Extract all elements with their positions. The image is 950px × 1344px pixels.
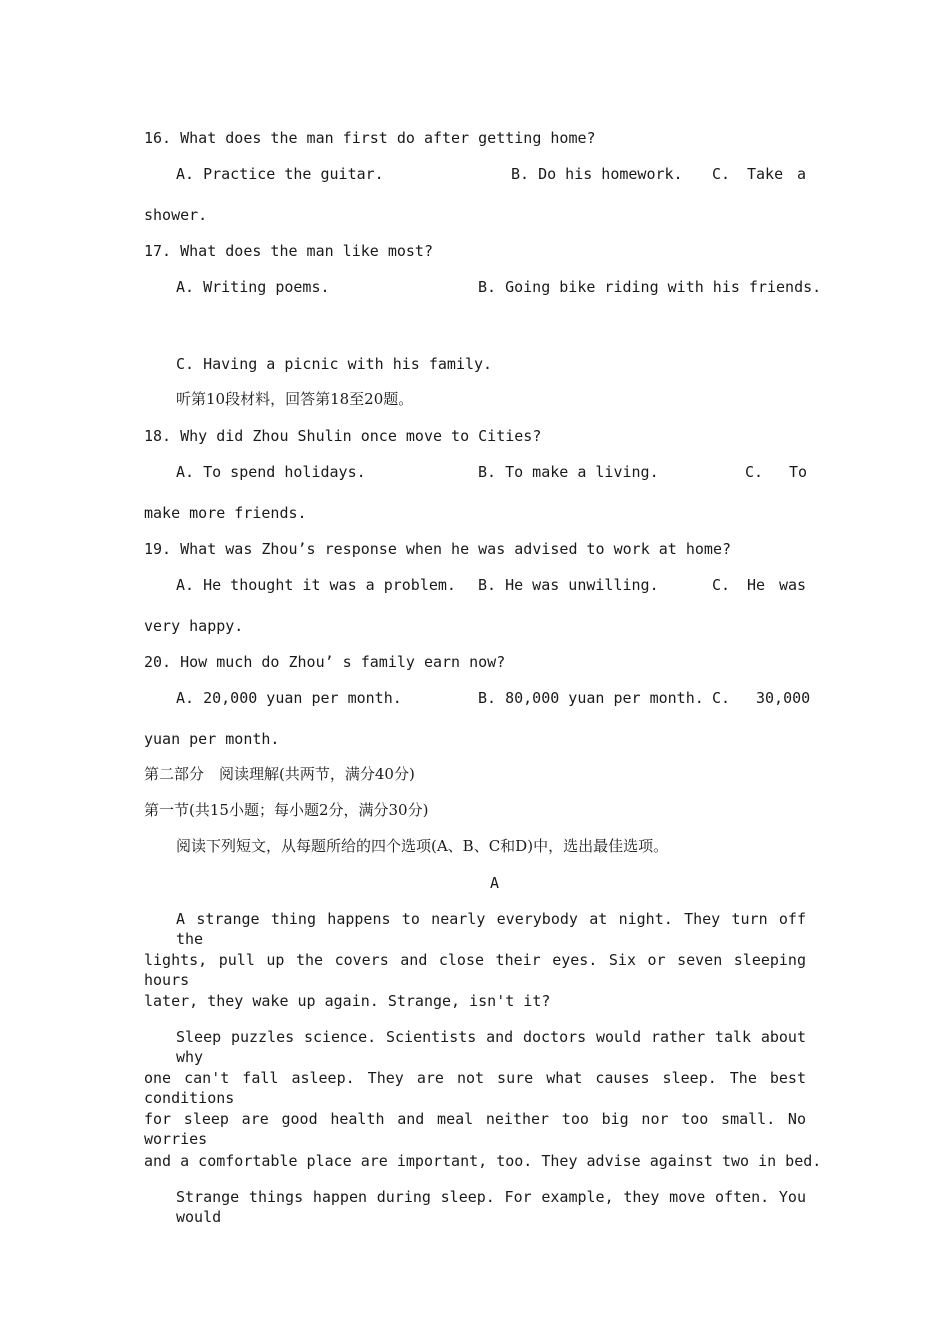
q17-option-a: A. Writing poems.	[176, 278, 330, 296]
q19-option-c-continued: very happy.	[144, 617, 244, 635]
para2-line1: Sleep puzzles science. Scientists and doctors would rather talk about why	[176, 1028, 806, 1066]
q18-option-a: A. To spend holidays.	[176, 463, 366, 481]
q20-option-c-continued: yuan per month.	[144, 730, 280, 748]
q19-option-c-letter: C.	[712, 576, 731, 594]
para2-line2: one can't fall asleep. They are not sure what causes sleep. The best conditions	[144, 1069, 806, 1107]
question-18: 18. Why did Zhou Shulin once move to Cities?	[144, 427, 542, 445]
q16-option-c-continued: shower.	[144, 206, 208, 224]
para1-line3: later, they wake up again. Strange, isn't it?	[144, 992, 551, 1010]
para2-line3: for sleep are good health and meal neither too big nor too small. No worries	[144, 1110, 806, 1148]
listening-instruction: 听第10段材料，回答第18至20题。	[176, 390, 414, 408]
para3-line1: Strange things happen during sleep. For example, they move often. You would	[176, 1188, 806, 1226]
para2-line4: and a comfortable place are important, too. They advise against two in bed.	[144, 1152, 822, 1170]
q18-option-c-continued: make more friends.	[144, 504, 307, 522]
passage-label: A	[490, 874, 500, 892]
q20-option-c-letter: C.	[712, 689, 731, 707]
q19-option-c-word1: He	[747, 576, 766, 594]
question-16: 16. What does the man first do after getting home?	[144, 129, 596, 147]
reading-instruction: 阅读下列短文，从每题所给的四个选项(A、B、C和D)中，选出最佳选项。	[176, 837, 669, 855]
q19-option-b: B. He was unwilling.	[478, 576, 659, 594]
q19-option-c-word2: was	[779, 576, 807, 594]
q20-option-a: A. 20,000 yuan per month.	[176, 689, 402, 707]
q18-option-c-word1: To	[789, 463, 808, 481]
part2-title: 第二部分 阅读理解(共两节，满分40分)	[144, 765, 415, 783]
question-20: 20. How much do Zhou’ s family earn now?	[144, 653, 506, 671]
q17-option-b: B. Going bike riding with his friends.	[478, 278, 822, 296]
para1-line2: lights, pull up the covers and close their eyes. Six or seven sleeping hours	[144, 951, 806, 989]
q16-option-c-letter: C.	[712, 165, 731, 183]
q18-option-b: B. To make a living.	[478, 463, 659, 481]
section1-title: 第一节(共15小题；每小题2分，满分30分)	[144, 801, 429, 819]
q18-option-c-letter: C.	[745, 463, 764, 481]
q20-option-c-word1: 30,000	[756, 689, 811, 707]
q16-option-b: B. Do his homework.	[511, 165, 683, 183]
para1-line1: A strange thing happens to nearly everybody at night. They turn off the	[176, 910, 806, 948]
q16-option-c-word2: a	[797, 165, 807, 183]
q16-option-c-word1: Take	[747, 165, 784, 183]
q20-option-b: B. 80,000 yuan per month.	[478, 689, 704, 707]
q19-option-a: A. He thought it was a problem.	[176, 576, 456, 594]
question-17: 17. What does the man like most?	[144, 242, 433, 260]
q16-option-a: A. Practice the guitar.	[176, 165, 384, 183]
q17-option-c: C. Having a picnic with his family.	[176, 355, 493, 373]
question-19: 19. What was Zhou’s response when he was advised to work at home?	[144, 540, 731, 558]
